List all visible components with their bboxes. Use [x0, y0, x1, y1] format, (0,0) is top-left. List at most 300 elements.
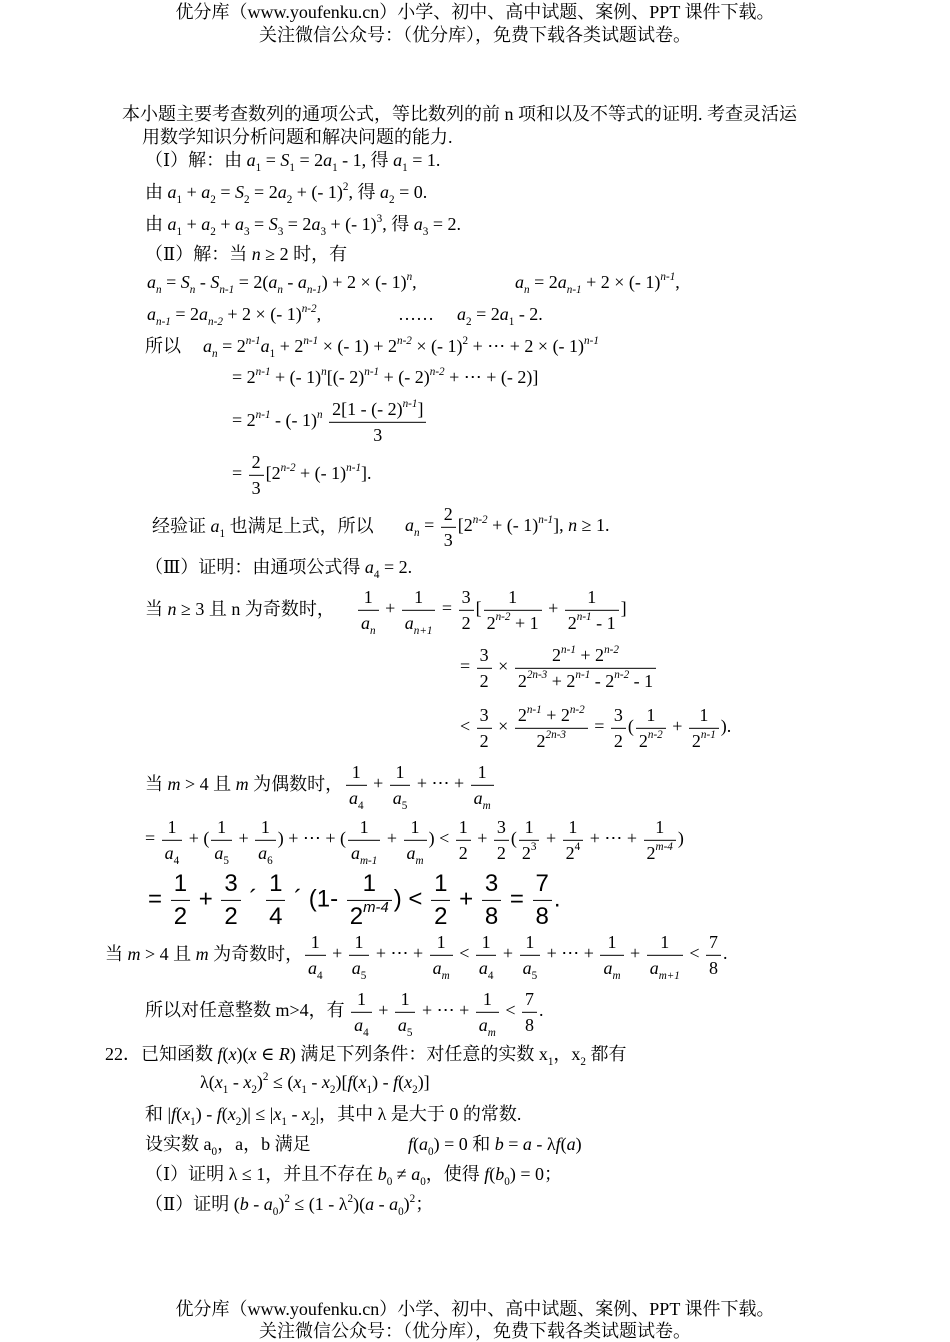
superscript: n-1	[245, 334, 261, 347]
math-variable: a	[349, 787, 358, 808]
text-run: + 2 × (- 1)	[581, 272, 661, 293]
subscript: m	[487, 1026, 496, 1039]
fraction-denominator	[563, 840, 584, 864]
text-run: +	[382, 828, 402, 849]
text-run: 1	[351, 761, 361, 782]
math-variable: f	[484, 1164, 490, 1185]
text-run: + (	[184, 828, 210, 849]
text-run: λ(	[200, 1072, 215, 1093]
math-variable: f	[347, 1072, 353, 1093]
text-run: 1	[524, 816, 534, 837]
text-run: + ⋯ + 2 × (- 1)	[468, 336, 585, 357]
subscript: 3	[422, 226, 429, 239]
fraction-numerator	[348, 817, 380, 840]
fraction-denominator	[706, 955, 721, 979]
math-variable: a	[199, 304, 209, 325]
text-run: ≤ (	[268, 1072, 294, 1093]
text-run: 2	[443, 503, 453, 524]
fraction-numerator	[171, 870, 190, 900]
even-m-formula	[145, 816, 684, 867]
text-run: 8	[709, 957, 719, 978]
superscript: n-2	[429, 365, 445, 378]
subscript: 5	[531, 969, 538, 982]
fraction	[329, 399, 426, 445]
fraction-numerator	[358, 587, 379, 610]
text-run: 2	[434, 902, 448, 930]
text-run: ，x	[553, 1044, 581, 1065]
math-variable: x	[214, 1072, 223, 1093]
subscript: 2	[235, 1116, 242, 1129]
fraction-numerator	[456, 817, 471, 840]
text-run: ≤ (1 - λ	[289, 1194, 348, 1215]
math-variable: a	[351, 842, 360, 863]
text-run: 2	[479, 730, 489, 751]
text-run: = 2	[217, 336, 246, 357]
text-run: (	[489, 1164, 496, 1185]
fraction	[430, 931, 453, 982]
sum-formula	[232, 452, 372, 498]
fraction-numerator	[476, 989, 499, 1012]
superscript: n-1	[660, 270, 676, 283]
text-run: ≠	[392, 1164, 412, 1185]
subscript: 2	[309, 1116, 316, 1129]
fraction	[519, 817, 540, 863]
text-run: （Ⅱ）解：当	[145, 244, 252, 265]
superscript: n-2	[614, 669, 630, 682]
text-run: × (- 1) + 2	[318, 336, 398, 357]
text-run: + ⋯ +	[417, 1000, 474, 1021]
superscript: n-1	[561, 643, 576, 656]
text-run: + ⋯ + (- 2)]	[444, 367, 539, 388]
text-run: - 1	[591, 612, 616, 633]
fraction	[647, 931, 683, 982]
subscript: m	[415, 854, 424, 867]
text-run: =	[589, 716, 609, 737]
math-variable: a	[201, 182, 211, 203]
fraction-denominator	[211, 840, 232, 867]
subscript: 1	[289, 162, 295, 175]
math-variable: a	[147, 272, 156, 293]
subscript: n	[414, 527, 420, 540]
fraction-numerator	[563, 817, 584, 840]
intro-line-2: 用数学知识分析问题和解决问题的能力.	[142, 127, 453, 148]
text-run: -	[282, 272, 298, 293]
subscript: 3	[277, 226, 284, 239]
subscript: n-1	[219, 284, 235, 297]
fraction	[456, 817, 471, 863]
math-variable: a	[201, 214, 211, 235]
superscript: n-2	[280, 461, 296, 474]
math-variable: a	[164, 842, 174, 863]
recurrence-formula	[147, 302, 322, 329]
fraction-numerator	[471, 762, 494, 785]
subscript: n+1	[413, 624, 433, 637]
text-run: 2	[552, 644, 562, 665]
subscript: m+1	[658, 969, 680, 982]
text-run: 1	[525, 931, 535, 952]
conclusion	[145, 988, 544, 1039]
text-run: 经验证	[152, 516, 211, 537]
subscript: 0	[398, 1206, 404, 1219]
text-run: +	[452, 885, 480, 913]
superscript: n-1	[303, 334, 319, 347]
math-variable: a	[522, 1134, 532, 1155]
math-variable: x	[358, 1072, 367, 1093]
text-run: 3	[613, 704, 623, 725]
fraction	[520, 931, 541, 982]
text-run: ) -	[372, 1072, 394, 1093]
text-run: 1	[508, 586, 518, 607]
text-run: 2	[486, 612, 496, 633]
text-run: ；	[415, 1194, 434, 1215]
text-run: 1	[458, 816, 468, 837]
sum-formula	[203, 334, 599, 361]
text-run: 2	[565, 842, 575, 863]
math-variable: a	[566, 1134, 576, 1155]
text-run: 2	[567, 612, 577, 633]
text-run: ,	[675, 272, 680, 293]
text-run: 当	[145, 599, 168, 620]
sum-label: 所以	[145, 336, 181, 357]
fraction-denominator	[431, 900, 450, 931]
math-variable: b	[495, 1164, 505, 1185]
math-variable: x	[293, 1072, 302, 1093]
text-run: ].	[361, 463, 372, 484]
text-run: <	[684, 943, 705, 964]
fraction-numerator	[706, 932, 721, 955]
fraction-denominator	[305, 955, 326, 982]
math-variable: S	[180, 272, 190, 293]
text-run: 1	[359, 816, 369, 837]
part-3-heading	[145, 557, 413, 582]
text-run: (	[176, 1104, 183, 1125]
text-run: ×	[493, 716, 513, 737]
math-variable: a	[393, 150, 403, 171]
text-run: (	[560, 1134, 567, 1155]
text-run: ).	[720, 716, 732, 737]
subscript: n	[212, 348, 218, 361]
text-run: , 得	[382, 214, 414, 235]
text-run: + 2	[575, 644, 605, 665]
math-variable: a	[268, 272, 278, 293]
text-run: +	[625, 943, 645, 964]
text-run: .	[723, 943, 728, 964]
text-run: =	[148, 885, 169, 913]
text-run: 2	[613, 730, 623, 751]
subscript: 1	[508, 316, 515, 329]
math-variable: a	[214, 842, 224, 863]
superscript: n-1	[364, 365, 380, 378]
subscript: 2	[412, 1084, 418, 1097]
text-run: + ⋯ +	[585, 828, 642, 849]
math-variable: m	[167, 774, 181, 795]
text-run: ,	[316, 304, 322, 325]
subscript: n	[189, 284, 196, 297]
fraction-denominator	[515, 728, 588, 752]
fraction-denominator	[349, 955, 370, 982]
text-run: |，其中 λ 是大于 0 的常数.	[315, 1104, 522, 1125]
subscript: 0	[504, 1176, 510, 1189]
text-run: ) + ⋯ + (	[277, 828, 346, 849]
text-run: - 2	[590, 670, 615, 691]
superscript: n-2	[301, 302, 317, 315]
fraction-denominator	[689, 728, 719, 752]
fraction	[477, 645, 492, 691]
superscript: 2	[262, 1070, 269, 1083]
text-run: + ⋯ +	[412, 773, 469, 794]
math-variable: a	[203, 336, 212, 357]
fraction-numerator	[249, 452, 264, 475]
text-run: + 2	[547, 670, 576, 691]
fraction-numerator	[565, 587, 619, 610]
math-variable: a	[260, 336, 270, 357]
fraction-denominator	[522, 1012, 537, 1036]
fraction-numerator	[221, 870, 240, 900]
text-run: = 2	[232, 367, 256, 388]
fraction-numerator	[477, 705, 492, 728]
fraction-numerator	[162, 817, 183, 840]
math-variable: b	[494, 1134, 504, 1155]
fraction-denominator	[519, 840, 540, 864]
fraction-denominator	[644, 840, 676, 864]
text-run: 3	[251, 477, 261, 498]
text-run: +	[543, 598, 563, 619]
subscript: 2	[389, 194, 395, 207]
text-run: 都有	[586, 1044, 627, 1065]
fraction-denominator	[533, 900, 552, 931]
subscript: 0	[386, 1176, 393, 1189]
fraction-numerator	[395, 989, 416, 1012]
fraction-denominator	[456, 840, 471, 864]
subscript: 3	[320, 226, 327, 239]
math-variable: a	[147, 304, 156, 325]
fraction	[644, 817, 676, 863]
even-m-result	[148, 870, 561, 930]
superscript: n-1	[526, 703, 542, 716]
fraction-denominator	[611, 728, 626, 752]
text-run: )]	[417, 1072, 430, 1093]
text-run: = 2	[294, 150, 324, 171]
text-run: 3	[496, 816, 506, 837]
fraction-numerator	[636, 705, 666, 728]
superscript: n-1	[255, 408, 271, 421]
math-variable: a	[380, 182, 389, 203]
text-run: -	[306, 1072, 322, 1093]
text-run: 1	[436, 931, 446, 952]
text-run: =	[232, 463, 247, 484]
math-variable: a	[406, 842, 416, 863]
subscript: n-1	[306, 284, 322, 297]
math-variable: x	[227, 1104, 236, 1125]
superscript: n-2	[647, 729, 663, 742]
math-variable: a	[404, 612, 414, 633]
fraction	[249, 452, 264, 498]
math-variable: f	[217, 1044, 223, 1065]
text-run: (	[221, 1104, 228, 1125]
text-run: = 2	[249, 182, 278, 203]
text-run: 1	[477, 761, 487, 782]
text-run: + (- 2)	[379, 367, 430, 388]
text-run: 1	[434, 869, 448, 897]
text-run: =	[419, 515, 439, 536]
text-run: )	[575, 1134, 582, 1155]
fraction-numerator	[266, 870, 285, 900]
odd-case-formula	[460, 705, 731, 751]
math-variable: a	[323, 150, 333, 171]
text-run: =	[503, 1134, 523, 1155]
text-run: 7	[525, 988, 534, 1009]
text-run: 2	[536, 730, 546, 751]
subscript: 1	[366, 1084, 373, 1097]
text-run: 7	[709, 931, 719, 952]
math-variable: a	[499, 304, 509, 325]
fraction	[404, 816, 427, 867]
text-run: 由	[145, 182, 168, 203]
subscript: 2	[210, 226, 216, 239]
text-run: ]	[417, 398, 424, 419]
fraction	[471, 761, 494, 812]
superscript: n-1	[538, 513, 554, 526]
fraction-denominator	[494, 840, 509, 864]
text-run: -	[228, 1072, 244, 1093]
fraction-numerator	[611, 705, 626, 728]
odd-case-formula	[460, 645, 658, 691]
text-run: +	[368, 773, 388, 794]
fraction-numerator	[600, 932, 623, 955]
math-variable: x	[301, 1104, 310, 1125]
subscript: m	[441, 969, 450, 982]
subscript: 5	[406, 1026, 413, 1039]
fraction	[441, 504, 456, 550]
math-variable: a	[432, 957, 442, 978]
math-variable: a	[351, 957, 361, 978]
text-run: =	[145, 828, 160, 849]
superscript: 3	[376, 212, 383, 225]
text-run: ]	[620, 598, 627, 619]
subscript: m	[612, 969, 621, 982]
sum-formula	[232, 399, 428, 445]
fraction-denominator	[476, 1012, 499, 1039]
fraction-denominator	[348, 840, 380, 867]
text-run: ∈	[256, 1044, 279, 1065]
math-variable: a	[457, 304, 466, 325]
text-run: 1	[356, 988, 366, 1009]
fraction-numerator	[441, 504, 456, 527]
math-variable: R	[278, 1044, 290, 1065]
problem-22-setup-text	[145, 1134, 311, 1159]
text-run: +	[472, 828, 492, 849]
text-run: > 4 且	[180, 774, 236, 795]
superscript: 3	[530, 841, 537, 854]
text-run: 设实数 a	[145, 1134, 212, 1155]
text-run: 1	[587, 586, 597, 607]
odd-case-text	[145, 599, 335, 621]
problem-22-condition	[145, 1104, 522, 1129]
text-run: +	[327, 943, 347, 964]
problem-22-condition	[200, 1070, 430, 1097]
math-variable: a	[603, 957, 613, 978]
text-run: ) = 0；	[509, 1164, 563, 1185]
text-run: 1	[217, 816, 227, 837]
math-variable: a	[478, 1014, 488, 1035]
subscript: 4	[317, 969, 323, 982]
superscript: n-1	[576, 611, 592, 624]
subscript: 3	[243, 226, 250, 239]
fraction-numerator	[476, 932, 497, 955]
subscript: 2	[243, 194, 250, 207]
text-run: 1	[568, 816, 578, 837]
ellipsis: ……	[398, 304, 434, 325]
text-run: 2	[173, 902, 188, 930]
superscript: n-2	[604, 643, 619, 656]
fraction	[494, 817, 509, 863]
text-run: =	[437, 598, 457, 619]
subscript: 1	[402, 162, 408, 175]
subscript: 1	[281, 1116, 287, 1129]
text-run: <	[454, 943, 474, 964]
fraction	[484, 587, 542, 633]
math-variable: f	[216, 1104, 222, 1125]
problem-22-statement	[105, 1044, 627, 1069]
text-run: =	[249, 214, 269, 235]
text-run: × (- 1)	[411, 336, 463, 357]
math-variable: a	[392, 787, 402, 808]
fraction-denominator	[484, 610, 542, 634]
fraction-denominator	[358, 610, 379, 637]
math-variable: a	[389, 1194, 399, 1215]
text-run: (	[413, 1134, 420, 1155]
text-run: 2	[479, 670, 489, 691]
text-run: =	[261, 150, 281, 171]
text-run: + (- 1)	[326, 214, 377, 235]
fraction-numerator	[482, 870, 501, 900]
text-run: +	[192, 885, 220, 913]
text-run: 2	[458, 842, 468, 863]
superscript: n-2	[569, 703, 585, 716]
subscript: 2	[210, 194, 216, 207]
math-variable: x	[182, 1104, 191, 1125]
text-run: -	[195, 272, 211, 293]
subscript: 2	[329, 1084, 336, 1097]
text-run: +	[373, 1000, 393, 1021]
math-variable: S	[280, 150, 290, 171]
text-run: 3	[479, 704, 489, 725]
math-variable: a	[167, 182, 177, 203]
fraction	[351, 988, 372, 1039]
math-variable: x	[243, 1072, 252, 1093]
math-variable: a	[478, 957, 488, 978]
text-run: [2	[457, 515, 473, 536]
text-run: = 2	[170, 304, 200, 325]
superscript: n-1	[402, 397, 418, 410]
text-run: （Ⅰ）解：由	[145, 150, 247, 171]
text-run: )(	[236, 1044, 249, 1065]
text-run: ´ (1-	[287, 885, 345, 913]
a2-derivation	[145, 180, 428, 207]
text-run: = 2(	[234, 272, 269, 293]
text-run: )[	[335, 1072, 348, 1093]
text-run: 为奇数时，	[208, 944, 304, 965]
general-term-formula	[405, 504, 610, 550]
math-variable: a	[365, 1194, 375, 1215]
recurrence-formula	[147, 270, 417, 297]
odd-m-formula	[303, 931, 728, 982]
fraction-numerator	[255, 817, 276, 840]
fraction-denominator	[476, 955, 497, 982]
page-header-line-2: 关注微信公众号：（优分库），免费下载各类试题试卷。	[259, 25, 691, 45]
subscript: 1	[176, 226, 183, 239]
fraction	[395, 988, 416, 1039]
